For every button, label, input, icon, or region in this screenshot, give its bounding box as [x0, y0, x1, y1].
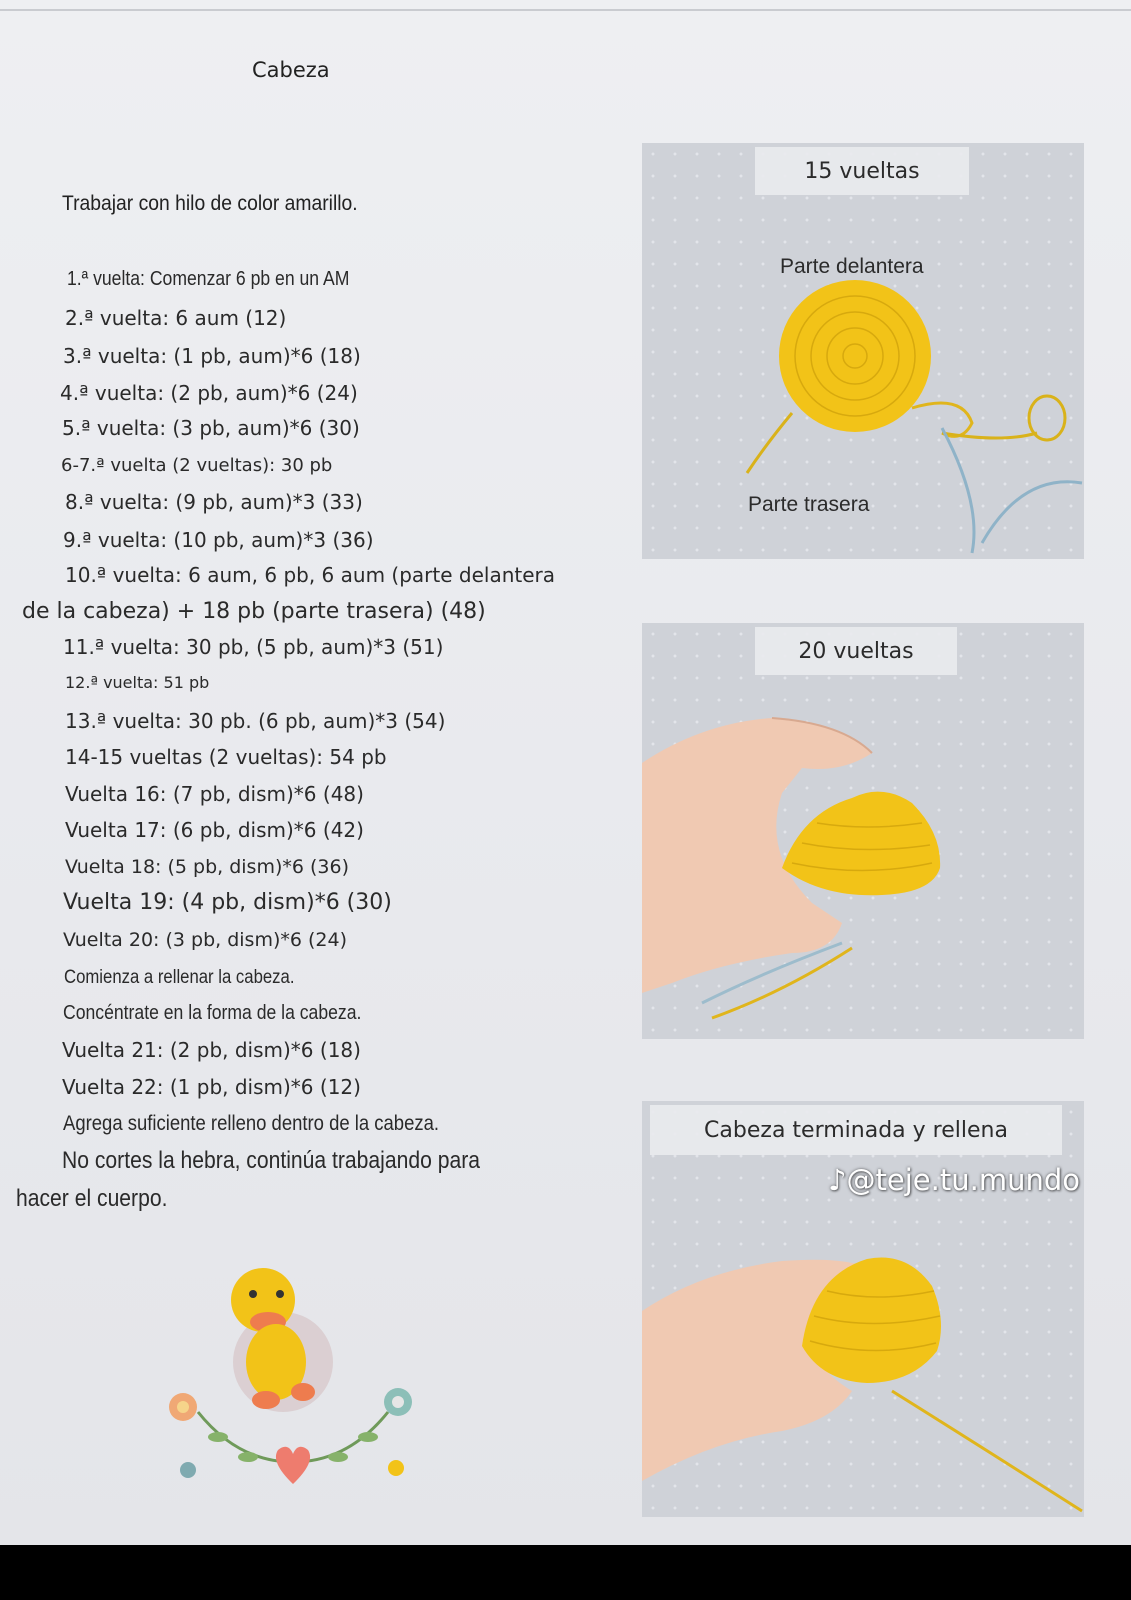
- round-line: 5.ª vuelta: (3 pb, aum)*6 (30): [62, 416, 360, 440]
- round-line: 6-7.ª vuelta (2 vueltas): 30 pb: [61, 455, 333, 476]
- photo-20-rounds: [642, 623, 1084, 1039]
- round-line: No cortes la hebra, continúa trabajando para: [62, 1147, 480, 1174]
- round-line: 3.ª vuelta: (1 pb, aum)*6 (18): [63, 344, 361, 368]
- round-line: Vuelta 20: (3 pb, dism)*6 (24): [63, 929, 347, 951]
- round-line: 11.ª vuelta: 30 pb, (5 pb, aum)*3 (51): [63, 635, 444, 659]
- section-heading: Cabeza: [252, 58, 330, 82]
- top-divider: [0, 9, 1131, 11]
- round-line: 4.ª vuelta: (2 pb, aum)*6 (24): [60, 381, 358, 405]
- round-line: 2.ª vuelta: 6 aum (12): [65, 306, 287, 330]
- round-line: Vuelta 19: (4 pb, dism)*6 (30): [63, 890, 392, 915]
- round-line: 12.ª vuelta: 51 pb: [65, 673, 210, 692]
- duck-flower-decoration: [158, 1262, 428, 1512]
- round-line: hacer el cuerpo.: [16, 1185, 168, 1212]
- head-in-hand-illustration: [642, 623, 1084, 1039]
- intro-text: Trabajar con hilo de color amarillo.: [62, 192, 358, 215]
- bottom-black-bar: [0, 1545, 1131, 1600]
- round-line: 10.ª vuelta: 6 aum, 6 pb, 6 aum (parte delantera: [65, 563, 555, 587]
- tiktok-icon: ♪: [828, 1163, 847, 1197]
- round-line: 8.ª vuelta: (9 pb, aum)*3 (33): [65, 490, 363, 514]
- photo-caption: 20 vueltas: [755, 627, 957, 675]
- label-front: Parte delantera: [780, 255, 924, 278]
- round-line: Agrega suficiente relleno dentro de la cabeza.: [63, 1112, 440, 1135]
- round-line: Vuelta 22: (1 pb, dism)*6 (12): [62, 1075, 361, 1099]
- round-line: Vuelta 21: (2 pb, dism)*6 (18): [62, 1038, 361, 1062]
- photo-caption: Cabeza terminada y rellena: [650, 1105, 1062, 1155]
- round-line: 13.ª vuelta: 30 pb. (6 pb, aum)*3 (54): [65, 709, 446, 733]
- photo-15-rounds: [642, 143, 1084, 559]
- round-line: 9.ª vuelta: (10 pb, aum)*3 (36): [63, 528, 374, 552]
- watermark: ♪@teje.tu.mundo: [828, 1163, 1080, 1197]
- round-line: Concéntrate en la forma de la cabeza.: [63, 1002, 362, 1024]
- round-line: Vuelta 18: (5 pb, dism)*6 (36): [65, 856, 349, 878]
- label-back: Parte trasera: [748, 493, 870, 516]
- round-line: 14-15 vueltas (2 vueltas): 54 pb: [65, 745, 387, 769]
- round-line: Vuelta 17: (6 pb, dism)*6 (42): [65, 818, 364, 842]
- round-line: Vuelta 16: (7 pb, dism)*6 (48): [65, 782, 364, 806]
- round-line: Comienza a rellenar la cabeza.: [64, 967, 295, 988]
- photo-caption: 15 vueltas: [755, 147, 969, 195]
- round-line: de la cabeza) + 18 pb (parte trasera) (48): [22, 599, 486, 624]
- round-line: 1.ª vuelta: Comenzar 6 pb en un AM: [67, 268, 350, 290]
